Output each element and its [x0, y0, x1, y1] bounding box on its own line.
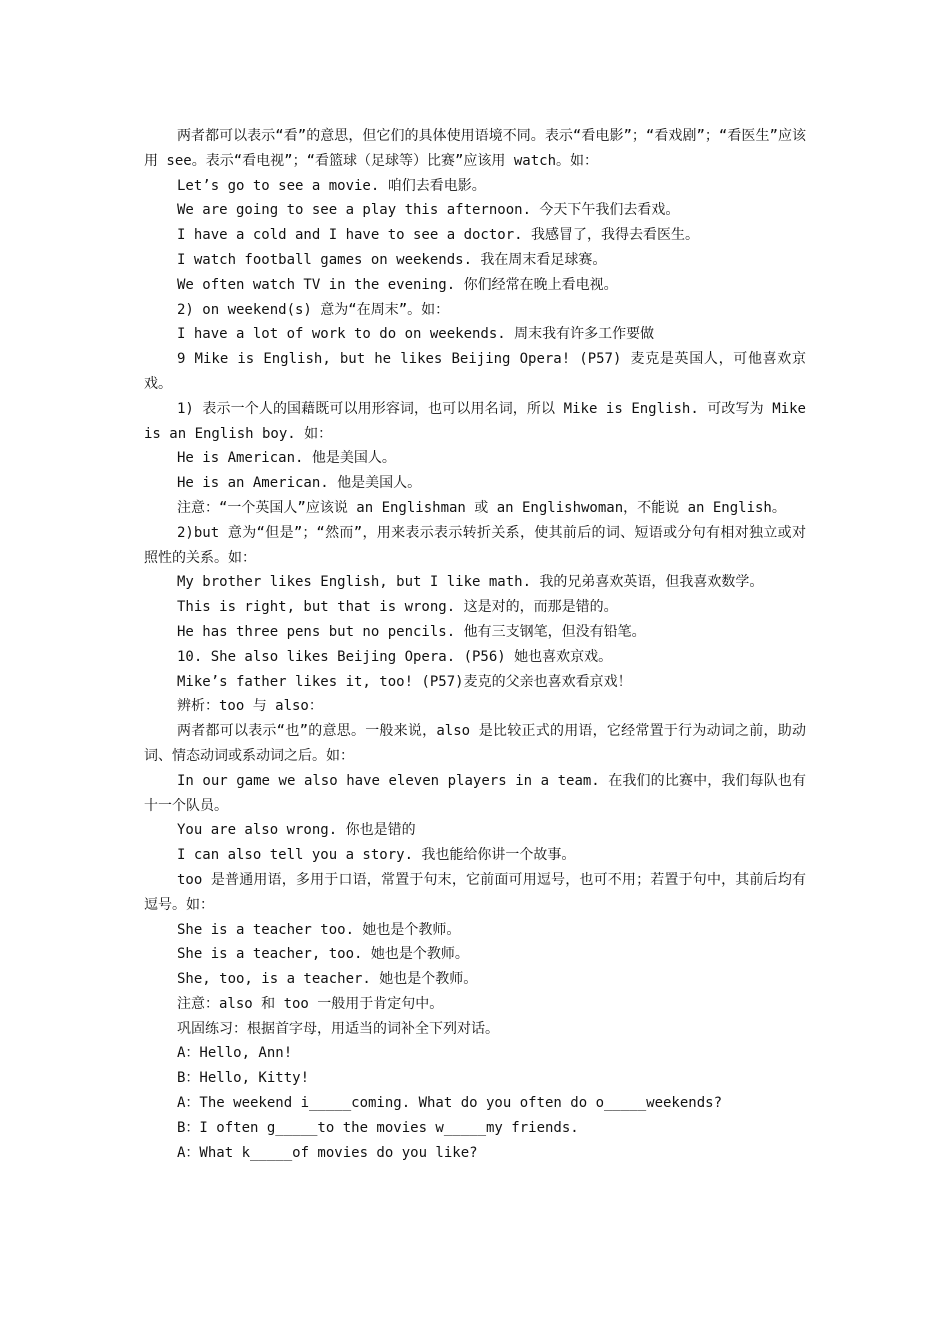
paragraph: Let’s go to see a movie. 咱们去看电影。: [177, 177, 486, 194]
paragraph: He has three pens but no pencils. 他有三支钢笔，但没有铅笔。: [177, 623, 646, 640]
paragraph: I watch football games on weekends. 我在周末看足球赛。: [177, 251, 607, 268]
paragraph: Mike’s father likes it, too! (P57)麦克的父亲也喜欢看京戏！: [177, 673, 632, 690]
document-body: [144, 124, 815, 1165]
paragraph: 注意：also 和 too 一般用于肯定句中。: [177, 995, 444, 1012]
paragraph: A：What k_____of movies do you like?: [177, 1144, 478, 1161]
paragraph: 巩固练习：根据首字母，用适当的词补全下列对话。: [177, 1020, 499, 1037]
paragraph: She, too, is a teacher. 她也是个教师。: [177, 971, 478, 988]
paragraph: 两者都可以表示“看”的意思，但它们的具体使用语境不同。表示“看电影”；“看戏剧”；“看医生”应该用 see。表示“看电视”；“看篮球（足球等）比赛”应该用 watch。如：: [144, 128, 806, 169]
paragraph: A：The weekend i_____coming. What do you often do o_____weekends?: [177, 1095, 723, 1112]
paragraph: I have a cold and I have to see a doctor. 我感冒了，我得去看医生。: [177, 227, 700, 244]
paragraph: We are going to see a play this afternoon. 今天下午我们去看戏。: [177, 202, 680, 219]
paragraph: I have a lot of work to do on weekends. 周末我有许多工作要做: [177, 326, 655, 343]
paragraph: A：Hello, Ann!: [177, 1045, 293, 1062]
paragraph: 2)but 意为“但是”；“然而”，用来表示表示转折关系，使其前后的词、短语或分句有相对独立或对照性的关系。如：: [144, 524, 806, 566]
paragraph: 1) 表示一个人的国藉既可以用形容词，也可以用名词，所以 Mike is English. 可改写为 Mike is an English boy. 如：: [144, 400, 815, 442]
paragraph: In our game we also have eleven players in a team. 在我们的比赛中，我们每队也有十一个队员。: [144, 772, 806, 814]
paragraph: 两者都可以表示“也”的意思。一般来说，also 是比较正式的用语，它经常置于行为动词之前，助动词、情态动词或系动词之后。如：: [144, 723, 806, 764]
paragraph: We often watch TV in the evening. 你们经常在晚上看电视。: [177, 276, 618, 293]
paragraph: My brother likes English, but I like math. 我的兄弟喜欢英语，但我喜欢数学。: [177, 574, 764, 591]
paragraph: He is American. 他是美国人。: [177, 450, 396, 467]
paragraph: You are also wrong. 你也是错的: [177, 822, 416, 839]
paragraph: 9 Mike is English, but he likes Beijing Opera! (P57) 麦克是英国人，可他喜欢京戏。: [144, 351, 806, 392]
paragraph: 注意：“一个英国人”应该说 an Englishman 或 an Englishwoman，不能说 an English。: [177, 499, 786, 516]
paragraph: 2) on weekend(s) 意为“在周末”。如：: [177, 301, 450, 318]
paragraph: She is a teacher too. 她也是个教师。: [177, 921, 461, 938]
paragraph: 辨析：too 与 also：: [177, 698, 323, 715]
paragraph: I can also tell you a story. 我也能给你讲一个故事。: [177, 847, 576, 864]
paragraph: B：Hello, Kitty!: [177, 1070, 310, 1087]
paragraph: B：I often g_____to the movies w_____my friends.: [177, 1119, 579, 1136]
paragraph: This is right, but that is wrong. 这是对的，而那是错的。: [177, 599, 618, 616]
paragraph: He is an American. 他是美国人。: [177, 475, 422, 492]
paragraph: She is a teacher, too. 她也是个教师。: [177, 946, 469, 963]
paragraph: too 是普通用语，多用于口语，常置于句末，它前面可用逗号，也可不用；若置于句中，其前后均有逗号。如：: [144, 871, 806, 913]
paragraph: 10. She also likes Beijing Opera. (P56) 她也喜欢京戏。: [177, 648, 613, 665]
